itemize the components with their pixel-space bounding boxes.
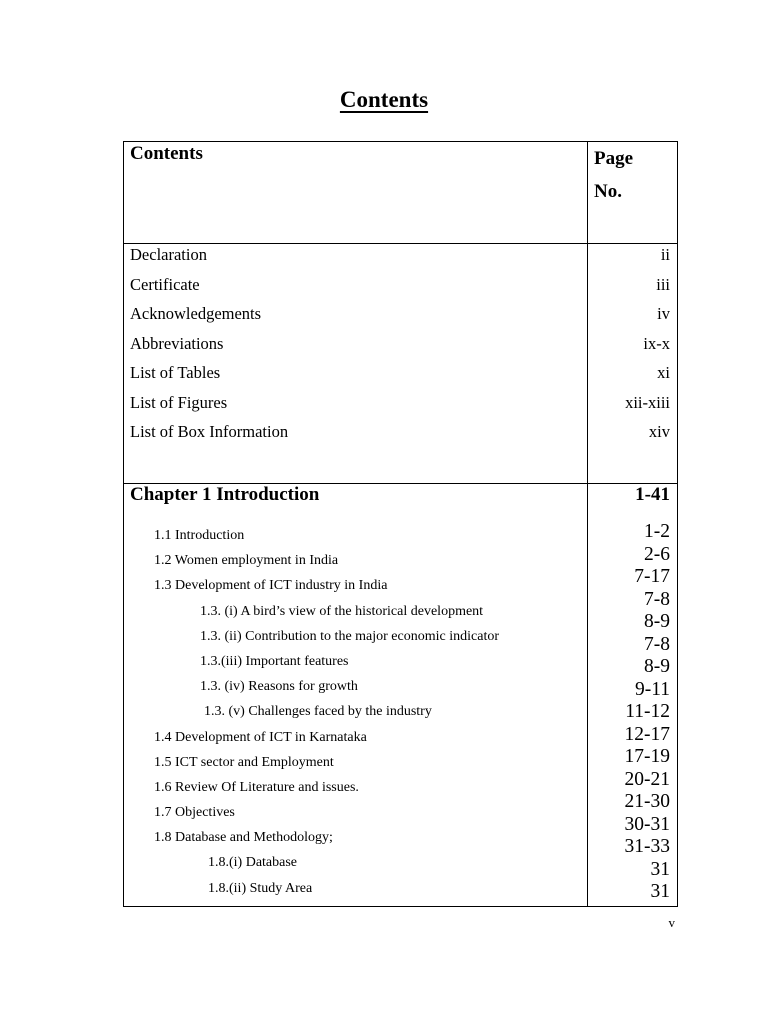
header-page-line2: No. [594,181,622,202]
section-page: 12-17 [624,723,670,745]
column-divider [587,142,588,906]
section-page: 7-17 [634,566,670,587]
section-page: 8-9 [644,611,670,632]
section-page: 30-31 [624,813,670,835]
prelim-title: Abbreviations [130,333,224,353]
section-entry: 1.1 Introduction [154,528,245,543]
section-page: 31-33 [624,836,670,857]
chapter-title: Chapter 1 Introduction [130,484,320,505]
header-page-no [594,142,674,208]
prelim-page: xii-xiii [625,392,670,412]
prelim-page: iii [656,274,670,294]
section-entry: 1.7 Objectives [154,805,235,821]
section-page: 7-8 [644,588,670,610]
subsection-entry: 1.8.(ii) Study Area [208,880,313,896]
prelim-title: List of Tables [130,363,221,382]
section-entry: 1.6 Review Of Literature and issues. [154,779,359,795]
section-page-list [625,521,671,904]
section-page: 31 [650,881,670,902]
subsection-entry: 1.3. (iv) Reasons for growth [200,679,358,695]
subsection-entry: 1.3.(iii) Important features [200,653,349,669]
page-title: Contents [339,87,429,112]
prelim-page: ix-x [643,333,670,353]
header-page-line1: Page [594,148,634,169]
section-page: 1-2 [644,521,670,542]
prelim-page: iv [657,304,670,323]
contents-table [123,141,678,907]
section-entry: 1.4 Development of ICT in Karnataka [154,729,367,745]
header-contents: Contents [130,143,203,164]
prelim-title: Acknowledgements [130,304,262,323]
section-entry: 1.5 ICT sector and Employment [154,754,334,770]
section-entry: 1.2 Women employment in India [154,553,339,569]
section-page: 17-19 [624,746,670,767]
prelim-page: xi [657,363,670,382]
footer-page-number: v [668,915,675,930]
prelim-page: xiv [648,422,670,441]
section-page: 21-30 [624,791,670,812]
prelim-pages [625,240,670,447]
prelim-title: Declaration [130,245,207,264]
section-entry: 1.3 Development of ICT industry in India [154,578,388,594]
section-list [124,523,587,901]
section-page: 11-12 [625,701,670,722]
subsection-entry: 1.3. (ii) Contribution to the major economic indicator [200,628,499,644]
section-page: 31 [650,858,670,880]
prelim-title: Certificate [130,274,200,294]
section-page: 2-6 [644,543,670,565]
section-page: 20-21 [624,768,670,790]
section-entry: 1.8 Database and Methodology; [154,830,333,846]
chapter-pages: 1-41 [635,484,670,505]
subsection-entry: 1.8.(i) Database [208,855,298,871]
subsection-entry: 1.3. (i) A bird’s view of the historical development [200,603,484,619]
prelim-page: ii [660,245,670,264]
prelim-title: List of Figures [130,392,228,412]
prelim-titles [130,240,288,447]
section-page: 9-11 [634,678,670,700]
subsection-entry: 1.3. (v) Challenges faced by the industry [204,704,432,720]
section-page: 7-8 [644,633,670,655]
prelim-title: List of Box Information [130,422,289,441]
section-page: 8-9 [644,656,670,677]
